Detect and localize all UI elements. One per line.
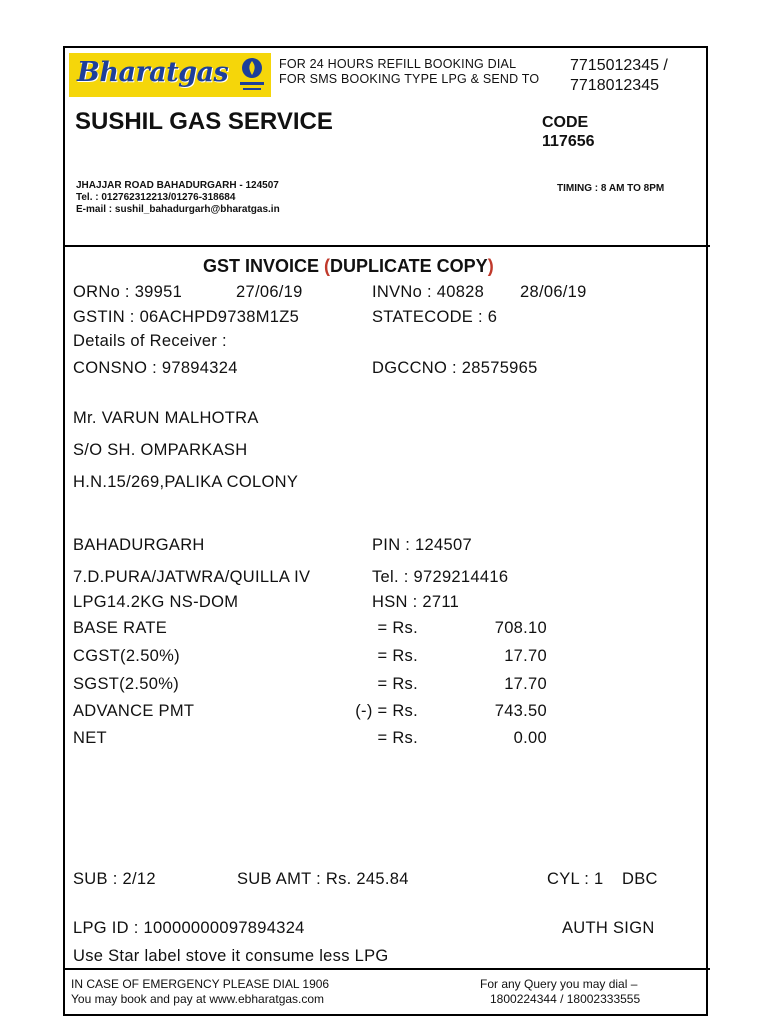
lpg-id: LPG ID : 10000000097894324 — [73, 919, 305, 937]
charge-label: SGST(2.50%) — [73, 675, 179, 693]
bpcl-emblem-icon — [237, 55, 267, 95]
order-date: 27/06/19 — [236, 283, 303, 301]
order-number: ORNo : 39951 — [73, 283, 183, 301]
product-name: LPG14.2KG NS-DOM — [73, 593, 239, 611]
code-value: 117656 — [542, 133, 595, 150]
footer-divider — [63, 968, 710, 970]
receiver-pin: PIN : 124507 — [372, 536, 472, 554]
logo-wordmark: Bharatgas — [77, 57, 229, 88]
invoice-title: GST INVOICE (DUPLICATE COPY) — [203, 256, 494, 276]
stove-tip: Use Star label stove it consume less LPG — [73, 947, 389, 965]
receiver-tel: Tel. : 9729214416 — [372, 568, 509, 586]
charge-amount: 17.70 — [504, 647, 547, 665]
subsidy-count: SUB : 2/12 — [73, 870, 156, 888]
charge-amount: 17.70 — [504, 675, 547, 693]
booking-phone-2: 7718012345 — [570, 77, 659, 94]
query-notice: For any Query you may dial – — [480, 977, 638, 991]
charge-prefix: = Rs. — [377, 675, 418, 693]
charge-label: NET — [73, 729, 107, 747]
charge-label: ADVANCE PMT — [73, 702, 195, 720]
receiver-city: BAHADURGARH — [73, 536, 205, 554]
dgcc-number: DGCCNO : 28575965 — [372, 359, 538, 377]
auth-sign: AUTH SIGN — [562, 919, 655, 937]
charge-label: CGST(2.50%) — [73, 647, 180, 665]
invoice-number: INVNo : 40828 — [372, 283, 485, 301]
agency-name: SUSHIL GAS SERVICE — [75, 108, 333, 135]
bharatgas-logo — [69, 53, 271, 97]
agency-tel: Tel. : 012762312213/01276-318684 — [76, 192, 236, 203]
emergency-notice: IN CASE OF EMERGENCY PLEASE DIAL 1906 — [71, 977, 330, 991]
charge-prefix: = Rs. — [377, 619, 418, 637]
booking-website: You may book and pay at www.ebharatgas.com — [71, 992, 325, 1006]
charge-label: BASE RATE — [73, 619, 168, 637]
invoice-date: 28/06/19 — [520, 283, 587, 301]
charge-prefix: (-) = Rs. — [355, 702, 418, 720]
connection-type: DBC — [622, 870, 658, 888]
charge-prefix: = Rs. — [377, 729, 418, 747]
receiver-relation: S/O SH. OMPARKASH — [73, 441, 248, 459]
receiver-name: Mr. VARUN MALHOTRA — [73, 409, 259, 427]
gstin: GSTIN : 06ACHPD9738M1Z5 — [73, 308, 300, 326]
subsidy-amount: SUB AMT : Rs. 245.84 — [237, 870, 409, 888]
service-timing: TIMING : 8 AM TO 8PM — [557, 183, 665, 194]
consumer-number: CONSNO : 97894324 — [73, 359, 238, 377]
booking-line-1: FOR 24 HOURS REFILL BOOKING DIAL — [279, 57, 517, 71]
hsn-code: HSN : 2711 — [372, 593, 460, 611]
receiver-area: 7.D.PURA/JATWRA/QUILLA IV — [73, 568, 311, 586]
charge-amount: 0.00 — [513, 729, 547, 747]
invoice-title-main: GST INVOICE — [203, 256, 320, 276]
booking-phone-1: 7715012345 / — [570, 57, 668, 74]
charge-amount: 708.10 — [494, 619, 547, 637]
agency-email: E-mail : sushil_bahadurgarh@bharatgas.in — [76, 204, 280, 215]
receiver-label: Details of Receiver : — [73, 332, 227, 350]
charge-amount: 743.50 — [494, 702, 547, 720]
invoice-copy-type: DUPLICATE COPY — [330, 256, 488, 276]
booking-line-2: FOR SMS BOOKING TYPE LPG & SEND TO — [279, 72, 540, 86]
agency-address: JHAJJAR ROAD BAHADURGARH - 124507 — [76, 180, 279, 191]
code-label: CODE — [542, 114, 589, 131]
cylinder-count: CYL : 1 — [547, 870, 604, 888]
receiver-address: H.N.15/269,PALIKA COLONY — [73, 473, 299, 491]
state-code: STATECODE : 6 — [372, 308, 498, 326]
charge-prefix: = Rs. — [377, 647, 418, 665]
header-divider — [63, 245, 710, 247]
query-numbers: 1800224344 / 18002333555 — [490, 992, 641, 1006]
